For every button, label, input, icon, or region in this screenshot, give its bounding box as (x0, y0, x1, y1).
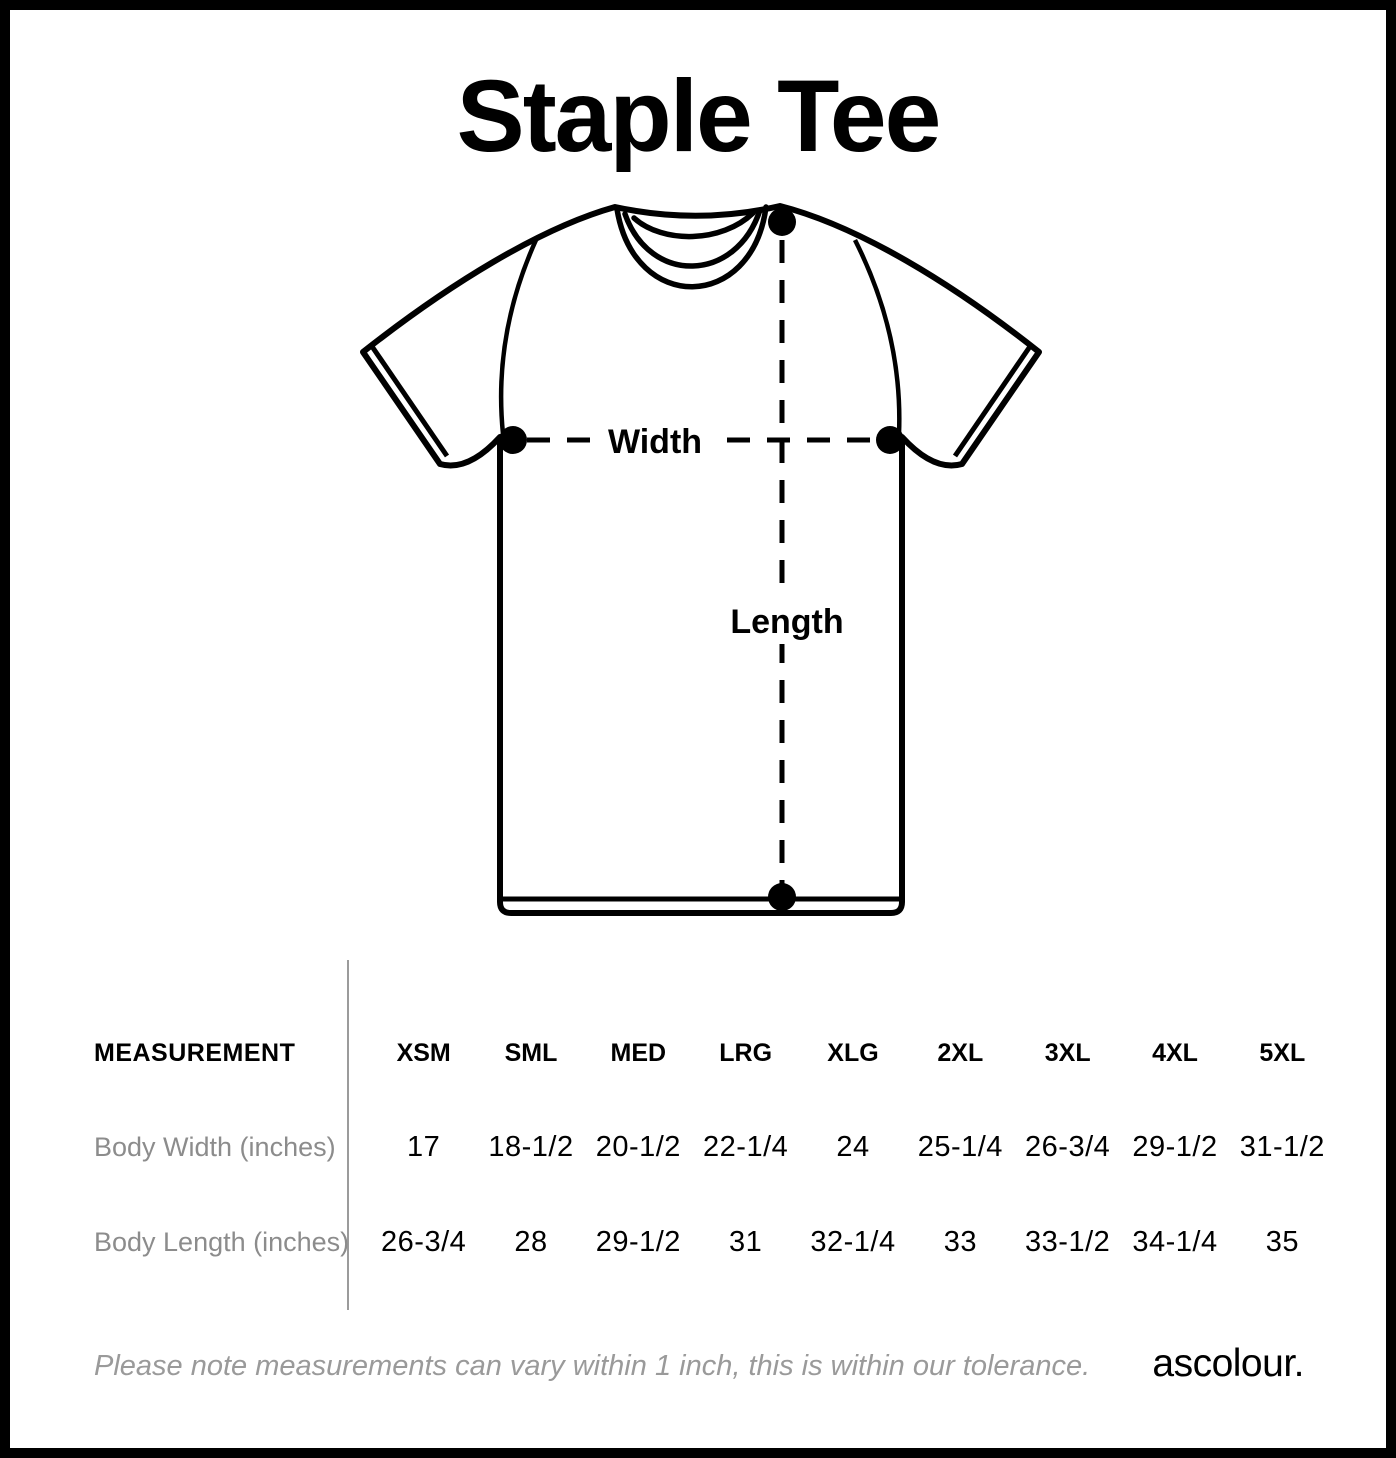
row-label-body-length: Body Length (inches) (94, 1227, 350, 1257)
brand-logo: ascolour. (1152, 1342, 1304, 1385)
size-header-sml: SML (504, 1039, 558, 1067)
body-length-value-med: 29-1/2 (595, 1226, 681, 1258)
body-width-value-4xl: 29-1/2 (1132, 1131, 1218, 1163)
size-header-2xl: 2XL (937, 1039, 984, 1067)
width-label: Width (607, 423, 703, 461)
body-length-cells (370, 1222, 1336, 1262)
body-width-value-xsm: 17 (407, 1131, 441, 1163)
body-width-cells (370, 1127, 1336, 1167)
table-header-row (10, 1033, 1386, 1073)
measurement-header: MEASUREMENT (94, 1039, 296, 1067)
body-width-value-3xl: 26-3/4 (1025, 1131, 1111, 1163)
table-row-body-width (10, 1127, 1386, 1167)
size-header-xlg: XLG (827, 1039, 879, 1067)
body-length-value-xlg: 32-1/4 (810, 1226, 896, 1258)
body-length-value-lrg: 31 (729, 1226, 763, 1258)
tshirt-outline (363, 206, 1039, 913)
page-title: Staple Tee (456, 59, 940, 173)
neck-measure-dot (768, 208, 796, 236)
row-label-body-width: Body Width (inches) (94, 1132, 336, 1162)
body-width-value-sml: 18-1/2 (488, 1131, 574, 1163)
size-header-3xl: 3XL (1044, 1039, 1091, 1067)
hem-measure-dot (768, 883, 796, 911)
body-length-value-5xl: 35 (1265, 1226, 1299, 1258)
body-width-value-2xl: 25-1/4 (917, 1131, 1003, 1163)
tolerance-note: Please note measurements can vary within 1 inch, this is within our tolerance. (94, 1350, 1091, 1382)
body-length-value-2xl: 33 (943, 1226, 977, 1258)
body-length-value-4xl: 34-1/4 (1132, 1226, 1218, 1258)
table-row-body-length (10, 1222, 1386, 1262)
length-label: Length (730, 603, 844, 641)
body-length-value-xsm: 26-3/4 (381, 1226, 467, 1258)
body-width-value-xlg: 24 (836, 1131, 870, 1163)
left-armpit-measure-dot (499, 426, 527, 454)
size-header-med: MED (610, 1039, 667, 1067)
body-width-value-5xl: 31-1/2 (1239, 1131, 1325, 1163)
body-width-value-med: 20-1/2 (595, 1131, 681, 1163)
size-header-cells (370, 1033, 1336, 1073)
body-width-value-lrg: 22-1/4 (703, 1131, 789, 1163)
body-length-value-3xl: 33-1/2 (1025, 1226, 1111, 1258)
size-header-4xl: 4XL (1152, 1039, 1198, 1067)
size-header-lrg: LRG (719, 1039, 773, 1067)
size-header-5xl: 5XL (1259, 1039, 1306, 1067)
size-header-xsm: XSM (396, 1039, 451, 1067)
body-length-value-sml: 28 (514, 1226, 548, 1258)
right-armpit-measure-dot (876, 426, 904, 454)
